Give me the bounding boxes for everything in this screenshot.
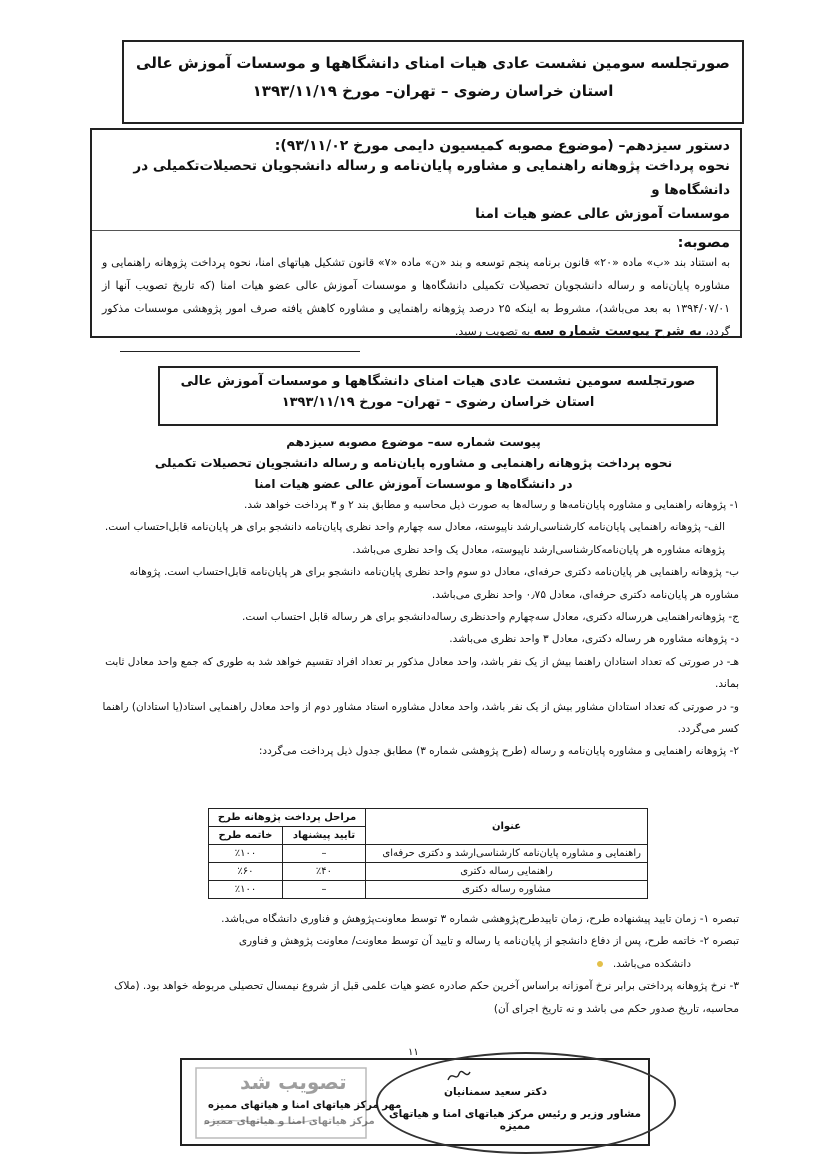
- item-1-a: الف- پژوهانه راهنمایی پایان‌نامه کارشناسی‌ارشد ناپیوسته، معادل سه چهارم واحد نظری پایان‌نامه دانشجو برای هر پایان‌نامه قابل‌احتساب است. پژوهانه مشاوره هر پایان‌نامه‌کارشناسی‌ارشد ناپیوسته، معادل یک واحد نظری می‌باشد.: [104, 521, 725, 556]
- signature-oval: [376, 1052, 676, 1154]
- annex-title-2: نحوه پرداخت پژوهانه راهنمایی و مشاوره پایان‌نامه و رساله دانشجویان تحصیلات تکمیلی: [154, 456, 673, 470]
- highlight-dot: [597, 961, 603, 967]
- table-header-completion: خاتمه طرح: [209, 827, 283, 845]
- item-1-e: هـ- در صورتی که تعداد استادان راهنما بیش از یک نفر باشد، واحد معادل مذکور بر تعداد افراد تقسیم خواهد شد به طوری که جمع واحد معادل ثابت بماند.: [105, 655, 739, 691]
- table-row: [209, 881, 648, 899]
- header-box-top: [122, 40, 744, 124]
- table-cell-title: راهنمایی و مشاوره پایان‌نامه کارشناسی‌ارشد و دکتری حرفه‌ای: [366, 845, 648, 863]
- stamp-line-2: مرکز هیاتهای امنا و هیاتهای ممیزه: [204, 1116, 375, 1127]
- signatory-name: دکتر سعید سمنانیان: [444, 1086, 547, 1098]
- header-subtitle: استان خراسان رضوی – تهران– مورخ ۱۳۹۳/۱۱/۱۹: [252, 82, 614, 100]
- header-title: صورتجلسه سومین نشست عادی هیات امنای دانشگاهها و موسسات آموزش عالی: [136, 54, 730, 72]
- item-1-f: و- در صورتی که تعداد استادان مشاور بیش از یک نفر باشد، واحد معادل مشاوره استاد مشاور دوم از واحد معادل راهنمایی استاد(یا استادان) راهنما کسر می‌گردد.: [102, 700, 739, 736]
- page-number: ۱۱: [408, 1047, 419, 1058]
- resolution-bold: به شرح پیوست شماره سه: [533, 324, 702, 339]
- header-box-annex: [158, 366, 718, 426]
- note-2b: دانشکده می‌باشد.: [99, 953, 739, 975]
- payment-table: [208, 808, 648, 899]
- approval-underline: [120, 351, 360, 352]
- table-header-title: عنوان: [366, 809, 648, 845]
- signatory-title: مشاور وزیر و رئیس مرکز هیاتهای امنا و هیاتهای ممیزه: [388, 1108, 642, 1132]
- stamp-line-1: مهر مرکز هیاتهای امنا و هیاتهای ممیزه: [208, 1100, 402, 1111]
- table-row: [209, 863, 648, 881]
- table-cell-completion: ٪۱۰۰: [209, 881, 283, 899]
- item-2: ۲- پژوهانه راهنمایی و مشاوره پایان‌نامه و رساله (طرح پژوهشی شماره ۳) مطابق جدول ذیل پرداخت می‌گردد:: [258, 745, 739, 758]
- annex-content: [99, 494, 739, 763]
- notes-section: [99, 908, 739, 1020]
- agenda-title: دستور سیزدهم– (موضوع مصوبه کمیسیون دایمی مورخ ۹۳/۱۱/۰۲):: [274, 138, 730, 154]
- handwritten-signature: [446, 1068, 472, 1084]
- table-cell-approval: –: [282, 845, 365, 863]
- table-row: [209, 845, 648, 863]
- note-1: تبصره ۱- زمان تایید پیشنهاده طرح، زمان تاییدطرح‌پژوهشی شماره ۳ توسط معاونت‌پژوهش و فناوری دانشگاه می‌باشد.: [221, 913, 739, 925]
- table-header-group: مراحل پرداخت پژوهانه طرح: [209, 809, 366, 827]
- resolution-text: [102, 251, 730, 343]
- agenda-subject-line1: نحوه پرداخت پژوهانه راهنمایی و مشاوره پایان‌نامه و رساله دانشجویان تحصیلات‌تکمیلی در دانشگاه‌ها و: [133, 158, 730, 198]
- annex-title-3: در دانشگاه‌ها و موسسات آموزش عالی عضو هیات امنا: [254, 477, 573, 491]
- table-cell-completion: ٪۶۰: [209, 863, 283, 881]
- item-1: ۱- پژوهانه راهنمایی و مشاوره پایان‌نامه‌ها و رساله‌ها به صورت ذیل محاسبه و مطابق بند ۲ و ۳ پرداخت خواهد شد.: [244, 499, 739, 511]
- item-1-d: د- پژوهانه مشاوره هر رساله دکتری، معادل ۳ واحد نظری می‌باشد.: [449, 633, 739, 646]
- annex-header-title: صورتجلسه سومین نشست عادی هیات امنای دانشگاهها و موسسات آموزش عالی: [180, 374, 696, 389]
- annex-title-1: پیوست شماره سه– موضوع مصوبه سیزدهم: [286, 435, 541, 449]
- table-cell-title: مشاوره رساله دکتری: [366, 881, 648, 899]
- resolution-end: به تصویب رسید.: [454, 325, 531, 338]
- note-2a: تبصره ۲- خاتمه طرح، پس از دفاع دانشجو از پایان‌نامه یا رساله و تایید آن توسط معاونت/ معاونت پژوهش و فناوری: [238, 935, 739, 948]
- annex-header-subtitle: استان خراسان رضوی – تهران– مورخ ۱۳۹۳/۱۱/۱۹: [281, 395, 595, 410]
- table-header-approval: تایید پیشنهاد: [282, 827, 365, 845]
- resolution-heading: مصوبه:: [677, 235, 730, 251]
- item-1-c: ج- پژوهانه‌راهنمایی هررساله دکتری، معادل سه‌چهارم واحدنظری رساله‌دانشجو برای هر رساله قابل احتساب است.: [242, 611, 739, 624]
- stamp-approved-text: تصویب شد: [240, 1070, 347, 1094]
- item-1-b: ب- پژوهانه راهنمایی هر پایان‌نامه دکتری حرفه‌ای، معادل دو سوم واحد نظری پایان‌نامه دانشجو برای هر پایان‌نامه قابل‌احتساب است. پژوهانه مشاوره هر پایان‌نامه دکتری حرفه‌ای، معادل ۰٫۷۵ واحد نظری می‌باشد.: [129, 566, 739, 601]
- item-3: ۳- نرخ پژوهانه پرداختی برابر نرخ آموزانه براساس آخرین حکم صادره عضو هیات علمی قبل از شروع نیمسال تحصیلی مربوطه خواهد بود. (ملاک محاسبه، تاریخ صدور حکم می باشد و نه تاریخ اجرای آن): [114, 980, 739, 1015]
- table-cell-title: راهنمایی رساله دکتری: [366, 863, 648, 881]
- table-cell-approval: ٪۴۰: [282, 863, 365, 881]
- resolution-main: به استناد بند «ب» ماده «۲۰» قانون برنامه پنجم توسعه و بند «ن» ماده «۷» قانون تشکیل هیاتهای امنا، نحوه پرداخت پژوهانه راهنمایی و مشاوره پایان‌نامه و رساله دانشجویان تحصیلات تکمیلی دانشگاه‌ها و موسسات آموزش عالی عضو هیات امنا (که تاریخ تصویب آنها از ۱۳۹۴/۰۷/۰۱ به بعد می‌باشد)، مشروط به اینکه ۲۵ درصد پژوهانه راهنمایی و مشاوره کاهش یافته صرف امور پژوهشی موسسات مذکور گردد،: [102, 256, 731, 338]
- divider: [92, 230, 740, 231]
- table-cell-completion: ٪۱۰۰: [209, 845, 283, 863]
- annex-titles: [100, 432, 727, 495]
- table-cell-approval: –: [282, 881, 365, 899]
- agenda-box: [90, 128, 742, 338]
- agenda-subject-line2: موسسات آموزش عالی عضو هیات امنا: [475, 206, 730, 222]
